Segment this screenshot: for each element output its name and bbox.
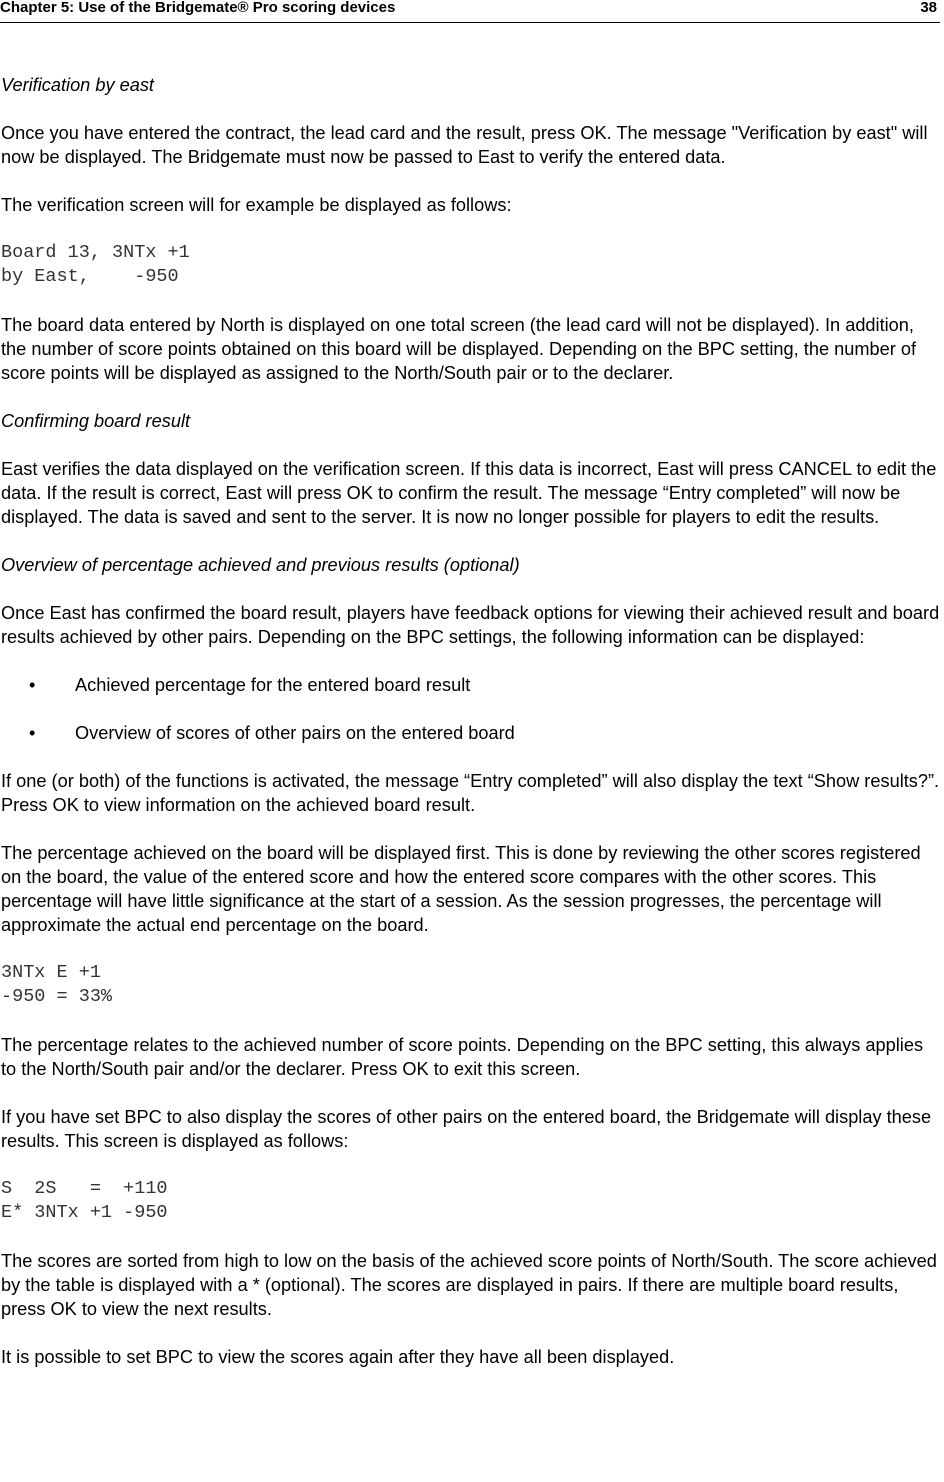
screen-example-scores: S 2S = +110 E* 3NTx +1 -950 [1, 1178, 168, 1223]
list-item-text: Overview of scores of other pairs on the entered board [75, 723, 515, 743]
list-item-text: Achieved percentage for the entered board result [75, 675, 471, 695]
paragraph: If one (or both) of the functions is activated, the message “Entry completed” will also display the text “Show results?”. Press OK to view information on the achieved board result. [1, 771, 940, 815]
paragraph: If you have set BPC to also display the scores of other pairs on the entered board, the Bridgemate will display these results. This screen is displayed as follows: [1, 1107, 932, 1151]
paragraph: The percentage relates to the achieved number of score points. Depending on the BPC setting, this always applies to the North/South pair and/or the declarer. Press OK to exit this screen. [1, 1035, 924, 1079]
section-heading-overview: Overview of percentage achieved and previous results (optional) [1, 555, 520, 575]
list-item [1, 673, 943, 697]
section-heading-verification: Verification by east [1, 75, 154, 95]
paragraph: The verification screen will for example be displayed as follows: [1, 195, 512, 215]
paragraph: The scores are sorted from high to low on the basis of the achieved score points of North/South. The score achieved by the table is displayed with a * (optional). The scores are displayed in pairs. If there are multiple board results, press OK to view the next results. [1, 1251, 937, 1319]
paragraph: East verifies the data displayed on the verification screen. If this data is incorrect, East will press CANCEL to edit the data. If the result is correct, East will press OK to confirm the result. The message “Entry completed” will now be displayed. The data is saved and sent to the server. It is now no longer possible for players to edit the results. [1, 459, 937, 527]
page-header [0, 0, 940, 23]
paragraph: Once you have entered the contract, the lead card and the result, press OK. The message "Verification by east" will now be displayed. The Bridgemate must now be passed to East to verify the entered data. [1, 123, 928, 167]
paragraph: The percentage achieved on the board will be displayed first. This is done by reviewing the other scores registered on the board, the value of the entered score and how the entered score compares with the other scores. This percentage will have little significance at the start of a session. As the session progresses, the percentage will approximate the actual end percentage on the board. [1, 843, 921, 935]
paragraph: It is possible to set BPC to view the scores again after they have all been displayed. [1, 1347, 675, 1367]
section-heading-confirming: Confirming board result [1, 411, 191, 431]
paragraph: Once East has confirmed the board result, players have feedback options for viewing their achieved result and board results achieved by other pairs. Depending on the BPC settings, the following information can be displayed: [1, 603, 940, 647]
screen-example-verification: Board 13, 3NTx +1 by East, -950 [1, 242, 190, 287]
page-number: 38 [920, 0, 937, 16]
paragraph: The board data entered by North is displayed on one total screen (the lead card will not be displayed). In addition, the number of score points obtained on this board will be displayed. Depending on the BPC setting, the number of score points will be displayed as assigned to the North/South pair or to the declarer. [1, 315, 916, 383]
screen-example-percentage: 3NTx E +1 -950 = 33% [1, 962, 113, 1007]
bullet-list [1, 673, 943, 745]
list-item [1, 721, 943, 745]
chapter-title: Chapter 5: Use of the Bridgemate® Pro scoring devices [0, 0, 396, 16]
page-content [1, 73, 943, 1393]
bullet-icon: • [29, 675, 36, 695]
bullet-icon: • [29, 723, 36, 743]
